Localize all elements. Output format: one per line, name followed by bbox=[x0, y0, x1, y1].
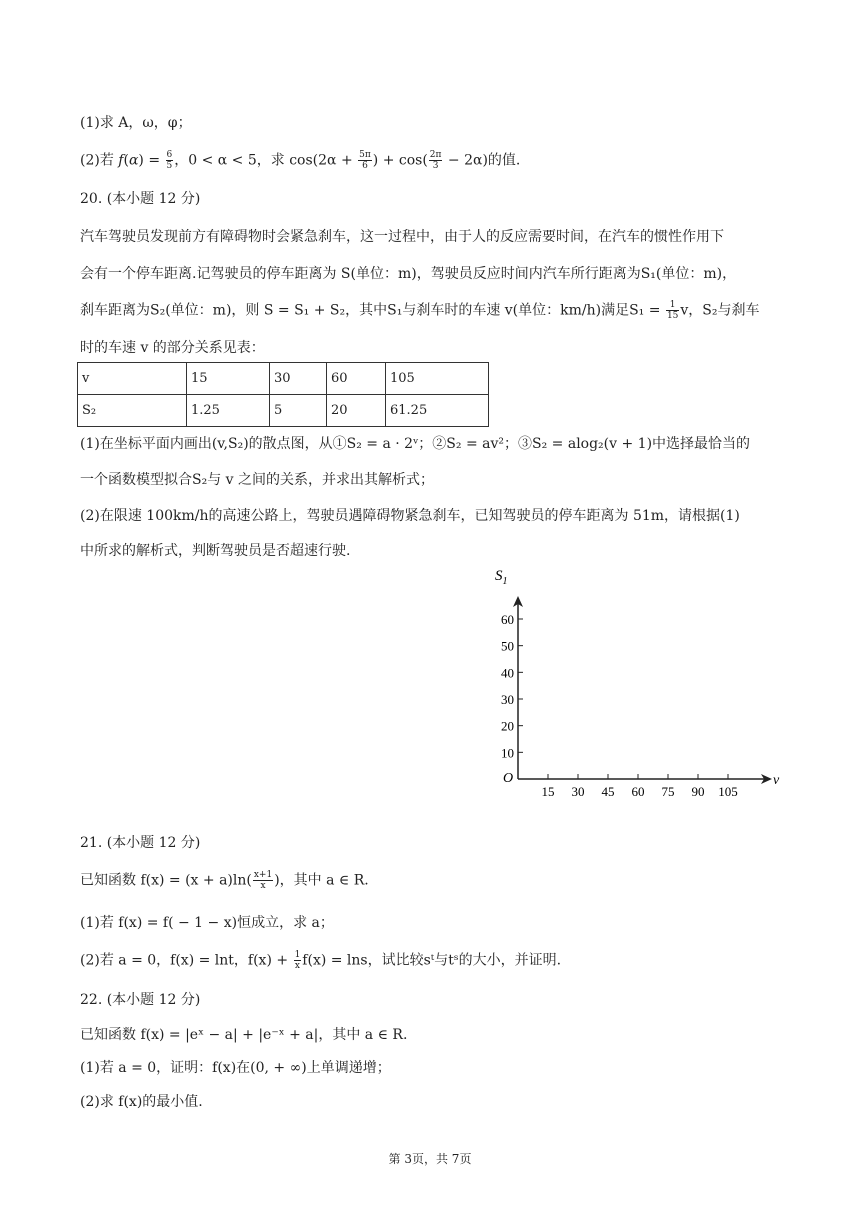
q20-part2-line1: (2)在限速 100km/h的高速公路上，驾驶员遇障碍物紧急刹车，已知驾驶员的停车距离为 51m，请根据(1) bbox=[80, 508, 740, 524]
q20-header: 20. (本小题 12 分) bbox=[80, 191, 201, 207]
y-tick-label: 10 bbox=[501, 745, 514, 761]
y-tick-label: 40 bbox=[501, 665, 514, 681]
q20-paragraph-line1: 汽车驾驶员发现前方有障碍物时会紧急刹车，这一过程中，由于人的反应需要时间，在汽车的惯性作用下 bbox=[80, 229, 724, 245]
x-tick-label: 15 bbox=[541, 784, 555, 799]
q20-paragraph-line3: 刹车距离为S₂(单位：m)，则 S = S₁ + S₂，其中S₁与刹车时的车速 v(单位：km/h)满足S₁ = $\frac{1}{15}$ v，S₂与刹车 bbox=[80, 300, 760, 321]
y-tick-label: 30 bbox=[501, 692, 514, 707]
x-tick-label: 45 bbox=[601, 784, 615, 799]
q22-given: 已知函数 f(x) = |eˣ − a| + |e⁻ˣ + a|，其中 a ∈ R. bbox=[80, 1027, 408, 1043]
q22-header: 22. (本小题 12 分) bbox=[80, 992, 201, 1008]
q21-given: 已知函数 f(x) = (x + a)ln( $\frac{x+1}{x}$ )，其中 a ∈ R. bbox=[80, 870, 369, 891]
table-cell: 15 bbox=[187, 363, 270, 395]
y-tick-label: 50 bbox=[501, 638, 514, 654]
table-cell: 30 bbox=[270, 363, 327, 395]
speed-distance-table bbox=[77, 362, 489, 427]
table-cell: 1.25 bbox=[187, 395, 270, 427]
table-cell: 61.25 bbox=[386, 395, 489, 427]
x-tick-label: 105 bbox=[718, 784, 738, 799]
y-tick-label: 20 bbox=[501, 718, 514, 734]
x-tick-label: 75 bbox=[661, 784, 675, 799]
coordinate-plane bbox=[485, 560, 795, 800]
y-axis-label: $S_1$ bbox=[495, 568, 508, 587]
table-cell: 20 bbox=[327, 395, 386, 427]
x-axis-label: v bbox=[773, 773, 780, 788]
q21-header: 21. (本小题 12 分) bbox=[80, 835, 201, 851]
q20-paragraph-line2: 会有一个停车距离.记驾驶员的停车距离为 S(单位：m)，驾驶员反应时间内汽车所行距离为S₁(单位：m)， bbox=[80, 266, 737, 282]
q21-part1: (1)若 f(x) = f( − 1 − x)恒成立，求 a； bbox=[80, 915, 334, 931]
table-cell: 105 bbox=[386, 363, 489, 395]
table-cell: 5 bbox=[270, 395, 327, 427]
x-tick-label: 60 bbox=[631, 784, 645, 799]
q20-part1-line1: (1)在坐标平面内画出(v,S₂)的散点图，从①S₂ = a · 2ᵛ；②S₂ = av²；③S₂ = alog₂(v + 1)中选择最恰当的 bbox=[80, 436, 751, 452]
x-tick-label: 30 bbox=[571, 784, 585, 799]
y-tick-label: 60 bbox=[501, 612, 514, 627]
q21-part2: (2)若 a = 0，f(x) = lnt，f(x) + $\frac{1}{x}$ f(x) = lns，试比较sᵗ与tˢ的大小，并证明. bbox=[80, 950, 562, 971]
origin-label: O bbox=[503, 771, 514, 786]
q19-part1: (1)求 A，ω，φ； bbox=[80, 115, 192, 131]
q20-paragraph-line4: 时的车速 v 的部分关系见表： bbox=[80, 340, 265, 356]
table-cell: 60 bbox=[327, 363, 386, 395]
q20-part1-line2: 一个函数模型拟合S₂与 v 之间的关系，并求出其解析式； bbox=[80, 472, 435, 488]
q22-part2: (2)求 f(x)的最小值. bbox=[80, 1094, 203, 1110]
q19-part2: (2)若 f(α) = $\frac{6}{5}$ ，0 < α < 5，求 cos(2α + $\frac{5\pi}{6}$ ) + cos( $\frac{2\pi}{3}$ − 2α)的值. bbox=[80, 150, 521, 171]
q20-part2-line2: 中所求的解析式，判断驾驶员是否超速行驶. bbox=[80, 543, 351, 559]
q22-part1: (1)若 a = 0，证明：f(x)在(0, + ∞)上单调递增； bbox=[80, 1060, 391, 1076]
table-row bbox=[78, 363, 489, 395]
page-footer: 第 3页，共 7页 bbox=[388, 1152, 472, 1166]
x-tick-label: 90 bbox=[691, 784, 705, 799]
x-axis-ticks bbox=[542, 774, 738, 799]
y-axis-ticks bbox=[501, 612, 523, 760]
table-row bbox=[78, 395, 489, 427]
axes-lines bbox=[513, 596, 772, 784]
table-row-label: S₂ bbox=[78, 395, 187, 427]
table-row-label: v bbox=[78, 363, 187, 395]
